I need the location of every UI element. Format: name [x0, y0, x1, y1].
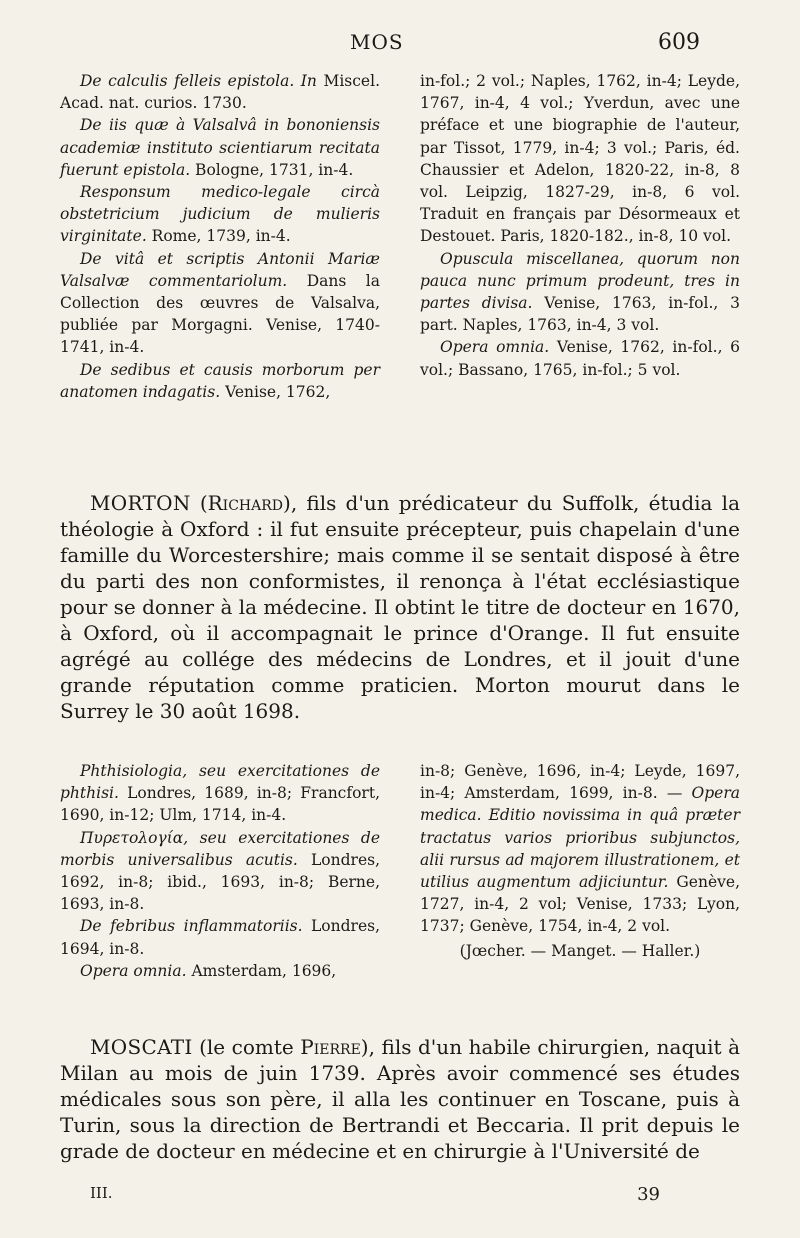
entry-title: Phthisiologia, seu exercitationes de phthisi. [60, 762, 380, 803]
bibliography-entry [60, 915, 380, 959]
entry-rest: Rome, 1739, in-4. [146, 227, 291, 246]
bibliography-entry [60, 760, 380, 827]
page-header [60, 30, 700, 64]
morton-biography: MORTON (Richard), fils d'un prédicateur du Suffolk, étudia la théologie à Oxford : il fut ensuite précepteur, puis chapelain d'une famille du Worcestershire; mais comme il se sentait disposé à être du parti des non conformistes, il renonça à l'état ecclésiastique pour se donner à la médecine. Il obtint le titre de docteur en 1670, à Oxford, où il accompagnait le prince d'Orange. Il fut ensuite agrégé au collége des médecins de Londres, et il jouit d'une grande réputation comme praticien. Morton mourut dans le Surrey le 30 août 1698. [60, 491, 740, 723]
entry-rest: Amsterdam, 1696, [186, 961, 337, 980]
entry-title: De calculis felleis epistola. In [80, 72, 317, 90]
moscati-text: ), fils d'un habile chirurgien, naquit à Milan au mois de juin 1739. Après avoir commencé ses études médicales sous son père, il alla les continuer en Toscane, puis à Turin, sous la direction de Bertrandi et Beccaria. Il prit depuis le grade de docteur en médecine et en chirurgie à l'Université de [60, 1035, 741, 1163]
bibliography-entry [60, 359, 380, 403]
morton-given-name: Richard [207, 491, 284, 515]
entry-rest: Londres, 1692, in-8; ibid., 1693, in-8; Berne, 1693, in-8. [60, 850, 380, 914]
bibliography-entry [60, 114, 380, 181]
entry-title: Opera omnia. [440, 338, 550, 357]
entry-title: Πυρετολογία, seu exercitationes de morbis universalibus acutis. [60, 828, 380, 869]
morton-surname: MORTON [90, 491, 191, 515]
entry-title: Opera omnia. [80, 961, 187, 980]
entry-title: De sedibus et causis morborum per anatomen indagatis. [60, 360, 380, 401]
morton-sources: (Jœcher. — Manget. — Haller.) [459, 941, 701, 960]
bibliography-entry [60, 70, 380, 114]
entry-title: De febribus inflammatoriis. [80, 917, 303, 936]
entry-title: Responsum medico-legale circà obstetricium judicium de mulieris virginitate. [60, 183, 380, 246]
morton-bibliography [60, 760, 740, 982]
entry-title: Opuscula miscellanea, quorum non pauca nunc primum prodeunt, tres in partes divisa. [420, 249, 740, 313]
signature-mark: III. [90, 1184, 113, 1202]
moscati-surname: MOSCATI [90, 1035, 193, 1059]
entry-rest: Venise, 1762, in-fol., 6 vol.; Bassano, 1765, in-fol.; 5 vol. [420, 338, 740, 379]
running-title: MOS [350, 30, 404, 54]
bibliography-entry [420, 336, 740, 380]
entry-lead: in-8; Genève, 1696, in-4; Leyde, 1697, in-4; Amsterdam, 1699, in-8. — [420, 762, 740, 803]
bibliography-entry [420, 760, 740, 938]
entry-rest: Genève, 1727, in-4, 2 vol; Venise, 1733; Lyon, 1737; Genève, 1754, in-4, 2 vol. [420, 873, 740, 936]
entry-rest: Venise, 1762, [220, 382, 331, 401]
moscati-given-prefix: (le comte [192, 1035, 301, 1059]
upper-left-column [60, 70, 380, 403]
page-number: 609 [658, 30, 700, 55]
bibliography-entry [420, 70, 740, 248]
morton-text: ), fils d'un prédicateur du Suffolk, étudia la théologie à Oxford : il fut ensuite précepteur, puis chapelain d'une famille du Worcestershire; mais comme il se sentait disposé à être du parti des non conformistes, il renonça à l'état ecclésiastique pour se donner à la médecine. Il obtint le titre de docteur en 1670, à Oxford, où il accompagnait le prince d'Orange. Il fut ensuite agrégé au collége des médecins de Londres, et il jouit d'une grande réputation comme praticien. Morton mourut dans le Surrey le 30 août 1698. [60, 491, 740, 723]
moscati-biography [60, 1034, 740, 1164]
entry-title: De iis quæ à Valsalvâ in bononiensis academiæ instituto scientiarum recitata fuerunt epistola. [60, 116, 380, 179]
entry-lead: in-fol.; 2 vol.; Naples, 1762, in-4; Leyde, 1767, in-4, 4 vol.; Yverdun, avec une préface et une biographie de l'auteur, par Tissot, 1779, in-4; 3 vol.; Paris, éd. Chaussier et Adelon, 1820-22, in-8, 8 vol. Leipzig, 1827-29, in-8, 6 vol. Traduit en français par Désormeaux et Destouet. Paris, 1820-182., in-8, 10 vol. [420, 72, 740, 246]
entry-rest: Venise, 1763, in-fol., 3 part. Naples, 1763, in-4, 3 vol. [420, 294, 740, 335]
entry-rest: Dans la Collection des œuvres de Valsalva, publiée par Morgagni. Venise, 1740-1741, in-4. [60, 271, 380, 357]
entry-title: De vitâ et scriptis Antonii Mariæ Valsalvæ commentariolum. [60, 249, 380, 290]
signature-number: 39 [637, 1184, 660, 1205]
page-footer [60, 1184, 700, 1212]
entry-title: Opera medica. Editio novissima in quâ præter tractatus varios prioribus subjunctos, alii rursus ad majorem illustrationem, et utilius augmentum adjiciuntur. [420, 784, 740, 892]
middle-right-column [420, 760, 740, 982]
bibliography-entry [60, 181, 380, 248]
entry-rest: Londres, 1694, in-8. [60, 917, 380, 958]
upper-right-column [420, 70, 740, 403]
bibliography-entry [60, 827, 380, 916]
middle-right-entries [420, 760, 740, 938]
moscati-given-name: Pierre [300, 1035, 361, 1059]
middle-left-column [60, 760, 380, 982]
entry-rest: Bologne, 1731, in-4. [190, 160, 354, 179]
bibliography-entry [60, 960, 380, 982]
entry-rest: Miscel. Acad. nat. curios. 1730. [60, 72, 380, 113]
bibliography-entry [60, 248, 380, 359]
bibliography-entry [420, 248, 740, 337]
upper-bibliography [60, 70, 740, 403]
entry-rest: Londres, 1689, in-8; Francfort, 1690, in-12; Ulm, 1714, in-4. [60, 784, 380, 825]
